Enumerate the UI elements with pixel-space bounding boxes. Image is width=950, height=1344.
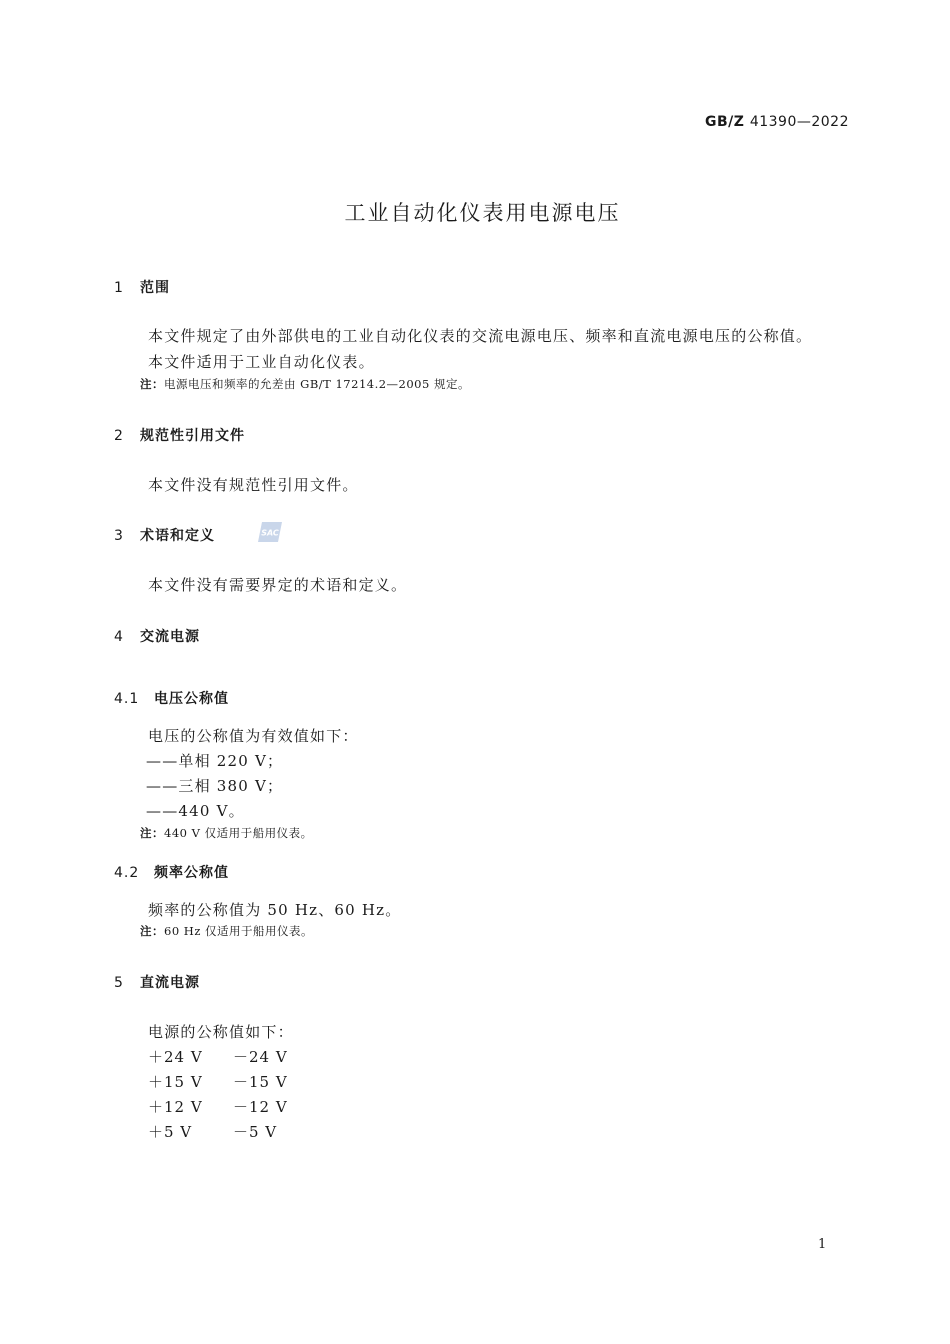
dc-voltage-row bbox=[148, 1071, 288, 1092]
section-title: 直流电源 bbox=[140, 975, 200, 991]
dc-negative-value: －12 V bbox=[233, 1098, 288, 1116]
dc-negative-value: －24 V bbox=[233, 1048, 288, 1066]
paragraph: 电压的公称值为有效值如下： bbox=[148, 727, 359, 745]
list-item: ——三相 380 V； bbox=[146, 777, 284, 795]
dc-voltage-row bbox=[148, 1046, 288, 1067]
document-title: 工业自动化仪表用电源电压 bbox=[344, 201, 621, 225]
section-number: 4 bbox=[114, 629, 124, 645]
note-text: 440 V 仅适用于船用仪表。 bbox=[164, 826, 313, 840]
dc-positive-value: ＋5 V bbox=[148, 1123, 193, 1141]
list-item: ——440 V。 bbox=[146, 802, 245, 820]
paragraph: 频率的公称值为 50 Hz、60 Hz。 bbox=[148, 901, 402, 919]
note bbox=[140, 376, 470, 392]
note bbox=[140, 825, 313, 841]
subsection-number: 4.2 bbox=[114, 865, 140, 881]
section-5-heading bbox=[114, 972, 200, 992]
dc-positive-value: ＋12 V bbox=[148, 1098, 203, 1116]
section-title: 交流电源 bbox=[140, 629, 200, 645]
dc-negative-value: －5 V bbox=[233, 1123, 278, 1141]
dc-voltage-row bbox=[148, 1121, 277, 1142]
dc-positive-value: ＋24 V bbox=[148, 1048, 203, 1066]
standard-number: 41390—2022 bbox=[749, 114, 849, 130]
page-number: 1 bbox=[818, 1237, 827, 1252]
standard-prefix: GB/Z bbox=[705, 114, 745, 130]
section-number: 1 bbox=[114, 280, 124, 296]
note bbox=[140, 923, 313, 939]
section-4-heading bbox=[114, 626, 200, 646]
subsection-4-2-heading bbox=[114, 862, 229, 882]
paragraph: 本文件没有规范性引用文件。 bbox=[148, 476, 359, 494]
section-number: 5 bbox=[114, 975, 124, 991]
subsection-title: 频率公称值 bbox=[154, 865, 229, 881]
logo-text: SAC bbox=[261, 528, 279, 538]
paragraph: 本文件适用于工业自动化仪表。 bbox=[148, 353, 375, 371]
section-title: 规范性引用文件 bbox=[140, 428, 245, 444]
dc-negative-value: －15 V bbox=[233, 1073, 288, 1091]
note-text: 电源电压和频率的允差由 GB/T 17214.2—2005 规定。 bbox=[164, 377, 470, 391]
section-2-heading bbox=[114, 425, 245, 445]
note-label: 注： bbox=[140, 377, 164, 391]
section-3-heading bbox=[114, 525, 215, 545]
note-text: 60 Hz 仅适用于船用仪表。 bbox=[164, 924, 314, 938]
sac-watermark-logo bbox=[256, 520, 284, 544]
section-number: 3 bbox=[114, 528, 124, 544]
subsection-number: 4.1 bbox=[114, 691, 140, 707]
note-label: 注： bbox=[140, 924, 164, 938]
standard-code bbox=[705, 114, 849, 130]
dc-voltage-row bbox=[148, 1096, 288, 1117]
note-label: 注： bbox=[140, 826, 164, 840]
paragraph: 本文件规定了由外部供电的工业自动化仪表的交流电源电压、频率和直流电源电压的公称值。 bbox=[148, 327, 813, 345]
list-item: ——单相 220 V； bbox=[146, 752, 284, 770]
section-1-heading bbox=[114, 277, 170, 297]
dc-positive-value: ＋15 V bbox=[148, 1073, 203, 1091]
paragraph: 电源的公称值如下： bbox=[148, 1023, 294, 1041]
subsection-title: 电压公称值 bbox=[154, 691, 229, 707]
paragraph: 本文件没有需要界定的术语和定义。 bbox=[148, 576, 408, 594]
section-title: 范围 bbox=[140, 280, 170, 296]
section-number: 2 bbox=[114, 428, 124, 444]
subsection-4-1-heading bbox=[114, 688, 229, 708]
section-title: 术语和定义 bbox=[140, 528, 215, 544]
